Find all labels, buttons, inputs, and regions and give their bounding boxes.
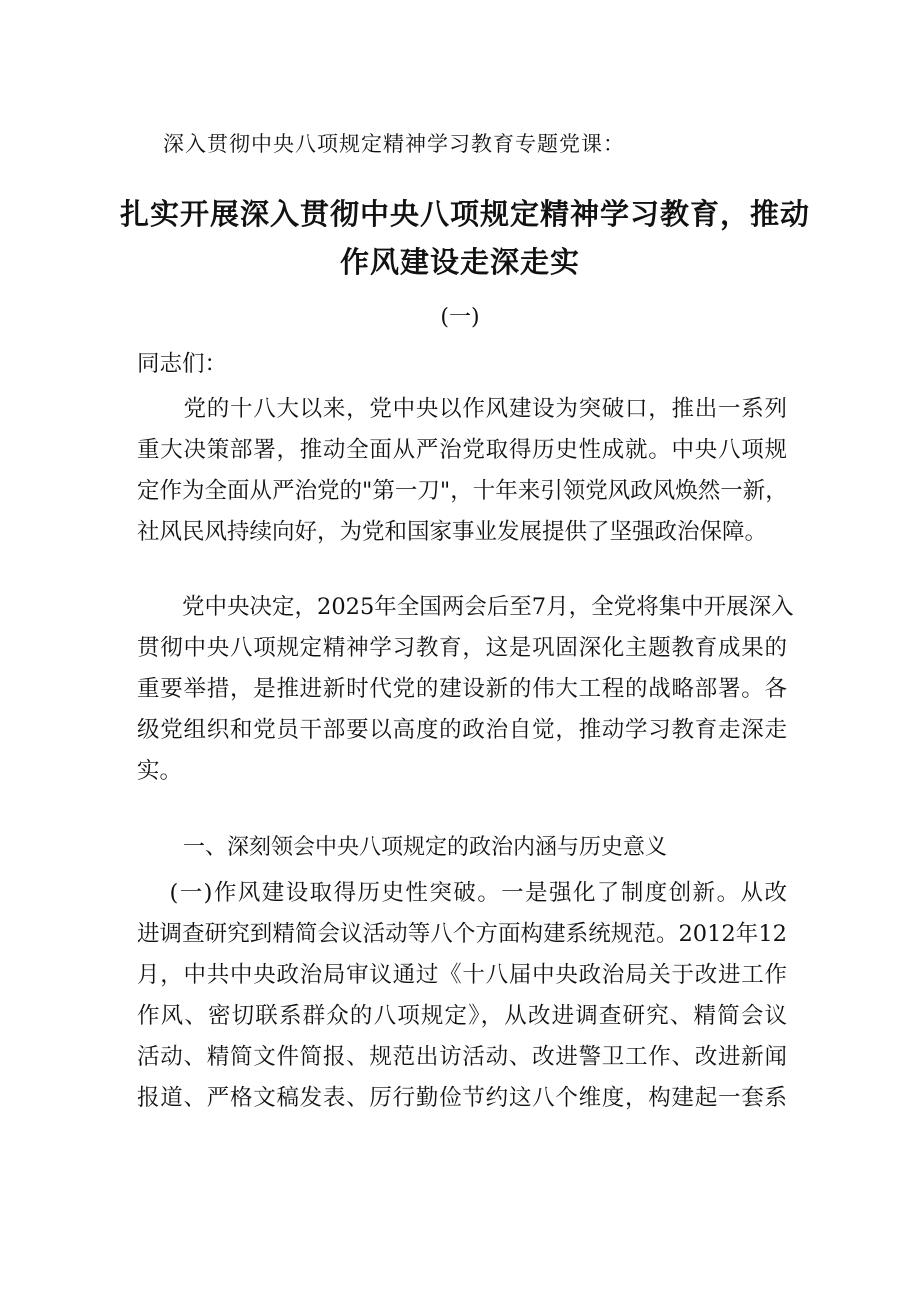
paragraph-2 [137, 587, 794, 792]
paragraph-line: 级党组织和党员干部要以高度的政治自觉，推动学习教育走深走 [137, 717, 787, 743]
paragraph-line: 重大决策部署，推动全面从严治党取得历史性成就。中央八项规 [137, 437, 787, 463]
salutation: 同志们： [137, 351, 228, 377]
paragraph-line: 党的十八大以来，党中央以作风建设为突破口，推出一系列 [137, 396, 787, 422]
paragraph-line: 作风、密切联系群众的八项规定》，从改进调查研究、精简会议 [137, 1003, 787, 1029]
paragraph-1 [137, 389, 787, 553]
title-line-2: 作风建设走深走实 [339, 245, 580, 279]
paragraph-line: 社风民风持续向好，为党和国家事业发展提供了坚强政治保障。 [137, 519, 768, 545]
paragraph-line: 定作为全面从严治党的"第一刀"，十年来引领党风政风焕然一新， [137, 478, 788, 504]
title-line-1: 扎实开展深入贯彻中央八项规定精神学习教育，推动 [120, 197, 811, 231]
section-heading-1: 一、深刻领会中央八项规定的政治内涵与历史意义 [183, 835, 668, 860]
section-marker: (一) [440, 305, 480, 330]
paragraph-line: 贯彻中央八项规定精神学习教育，这是巩固深化主题教育成果的 [137, 635, 787, 661]
paragraph-line: 月，中共中央政治局审议通过《十八届中央政治局关于改进工作 [137, 962, 787, 988]
document-title [120, 190, 811, 286]
paragraph-line: 实。 [137, 758, 183, 784]
paragraph-line: (一)作风建设取得历史性突破。一是强化了制度创新。从改 [137, 880, 787, 906]
paragraph-line: 重要举措，是推进新时代党的建设新的伟大工程的战略部署。各 [137, 676, 787, 702]
paragraph-line: 报道、严格文稿发表、厉行勤俭节约这八个维度，构建起一套系 [137, 1085, 787, 1111]
paragraph-line: 活动、精简文件简报、规范出访活动、改进警卫工作、改进新闻 [137, 1044, 787, 1070]
document-subtitle: 深入贯彻中央八项规定精神学习教育专题党课： [163, 132, 625, 156]
paragraph-line: 进调查研究到精简会议活动等八个方面构建系统规范。2012年12 [137, 921, 787, 947]
paragraph-line: 党中央决定，2025年全国两会后至7月，全党将集中开展深入 [137, 594, 794, 620]
paragraph-3 [137, 873, 787, 1119]
